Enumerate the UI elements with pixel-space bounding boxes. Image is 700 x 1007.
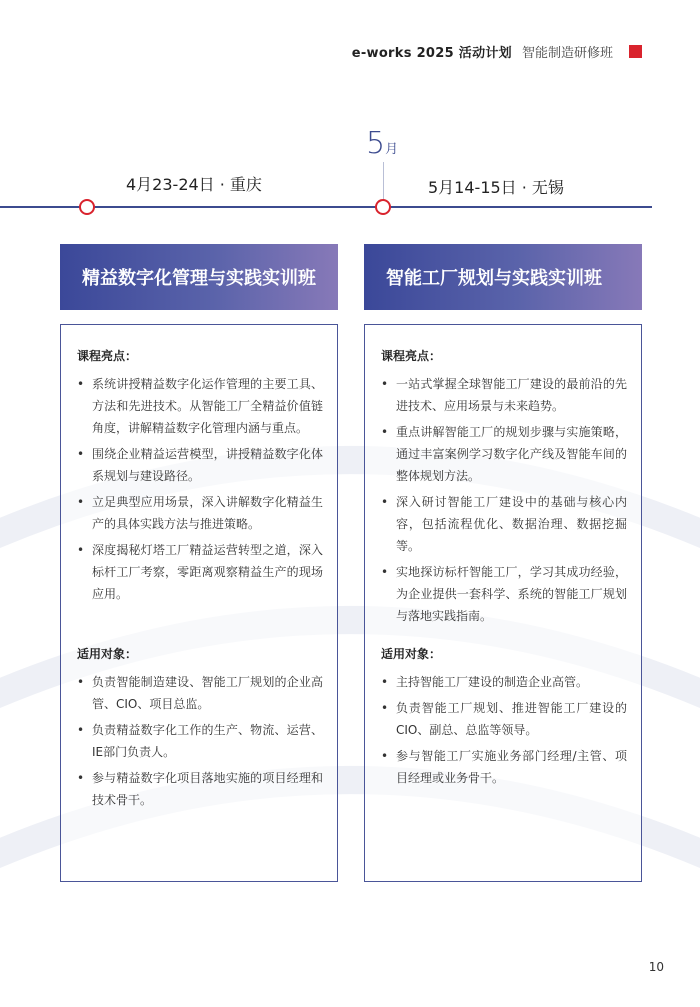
course-detail-box	[364, 324, 642, 882]
list-item: • 参与智能工厂实施业务部门经理/主管、项目经理或业务骨干。	[381, 745, 627, 789]
month-marker	[366, 126, 398, 161]
list-item: • 深度揭秘灯塔工厂精益运营转型之道，深入标杆工厂考察，零距离观察精益生产的现场应用。	[77, 539, 323, 605]
month-tick-line	[383, 162, 384, 200]
list-item: • 负责智能工厂规划、推进智能工厂建设的CIO、副总、总监等领导。	[381, 697, 627, 741]
event-date-2: 5月14-15日 · 无锡	[428, 178, 564, 197]
event-date-1: 4月23-24日 · 重庆	[126, 175, 262, 194]
program-name: 智能制造研修班	[521, 46, 613, 61]
course-title-banner: 精益数字化管理与实践实训班	[60, 244, 338, 310]
audience-heading: 适用对象：	[381, 647, 442, 661]
timeline-dot-icon	[375, 199, 391, 215]
brand-title: e-works 2025 活动计划	[351, 46, 512, 61]
highlights-list	[77, 373, 323, 609]
course-title-banner: 智能工厂规划与实践实训班	[364, 244, 642, 310]
page-number: 10	[648, 960, 664, 974]
list-item: • 重点讲解智能工厂的规划步骤与实施策略，通过丰富案例学习数字化产线及智能车间的整体规划方法。	[381, 421, 627, 487]
month-unit: 月	[385, 142, 399, 157]
list-item: • 负责智能制造建设、智能工厂规划的企业高管、CIO、项目总监。	[77, 671, 323, 715]
highlights-heading: 课程亮点：	[77, 349, 138, 363]
list-item: • 负责精益数字化工作的生产、物流、运营、IE部门负责人。	[77, 719, 323, 763]
list-item: • 主持智能工厂建设的制造企业高管。	[381, 671, 627, 693]
list-item: • 系统讲授精益数字化运作管理的主要工具、方法和先进技术。从智能工厂全精益价值链角度，讲解精益数字化管理内涵与重点。	[77, 373, 323, 439]
timeline-dot-icon	[79, 199, 95, 215]
course-detail-box	[60, 324, 338, 882]
list-item: • 立足典型应用场景，深入讲解数字化精益生产的具体实践方法与推进策略。	[77, 491, 323, 535]
audience-list	[381, 671, 627, 793]
audience-heading: 适用对象：	[77, 647, 138, 661]
audience-list	[77, 671, 323, 815]
list-item: • 实地探访标杆智能工厂，学习其成功经验，为企业提供一套科学、系统的智能工厂规划与落地实践指南。	[381, 561, 627, 627]
page-header	[352, 42, 642, 61]
month-number: 5	[366, 126, 386, 161]
list-item: • 一站式掌握全球智能工厂建设的最前沿的先进技术、应用场景与未来趋势。	[381, 373, 627, 417]
highlights-heading: 课程亮点：	[381, 349, 442, 363]
list-item: • 深入研讨智能工厂建设中的基础与核心内容，包括流程优化、数据治理、数据挖掘等。	[381, 491, 627, 557]
list-item: • 围绕企业精益运营模型，讲授精益数字化体系规划与建设路径。	[77, 443, 323, 487]
highlights-list	[381, 373, 627, 631]
brand-square-icon	[629, 45, 642, 58]
list-item: • 参与精益数字化项目落地实施的项目经理和技术骨干。	[77, 767, 323, 811]
timeline-line	[0, 206, 652, 208]
